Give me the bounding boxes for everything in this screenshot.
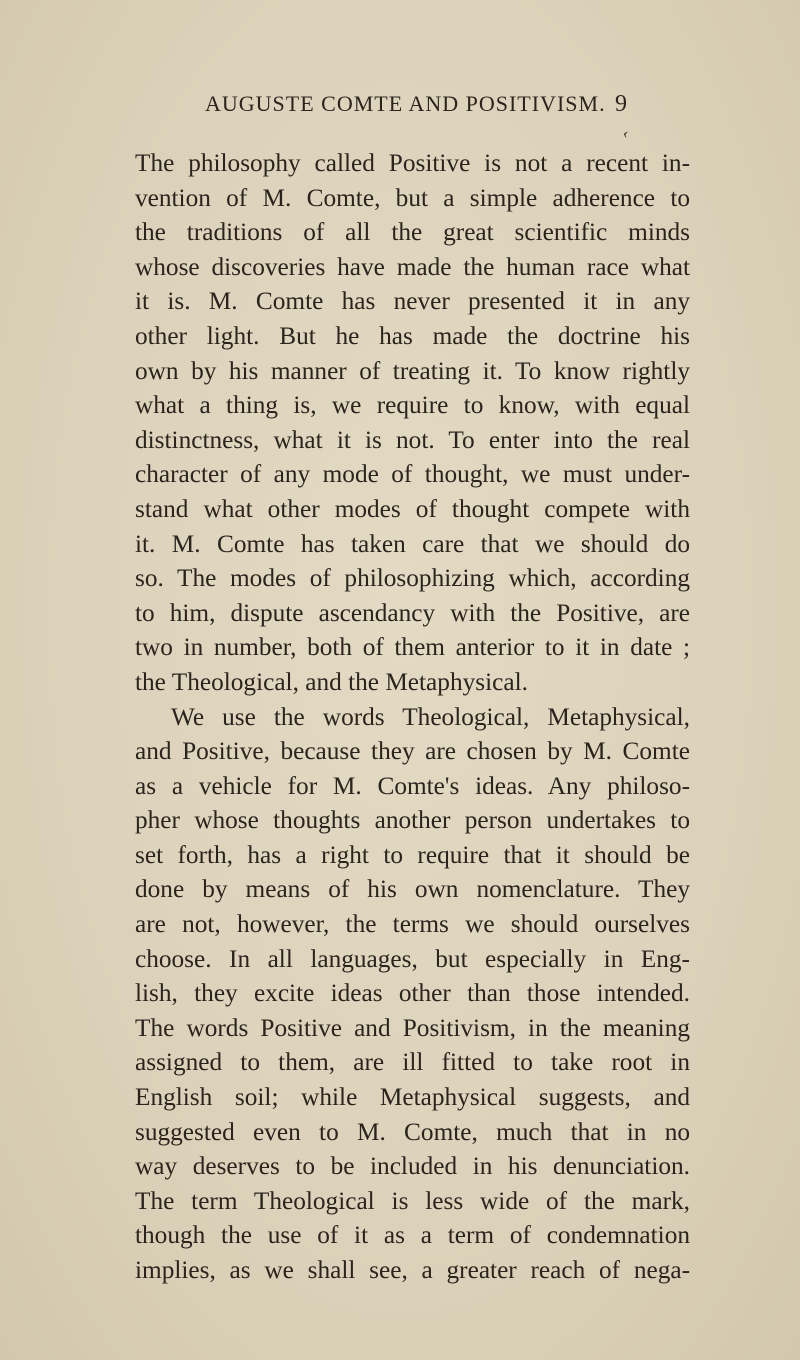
- text-line: though the use of it as a term of condemnation: [135, 1221, 690, 1250]
- text-line: own by his manner of treating it. To know rightly: [135, 356, 690, 385]
- text-line: it is. M. Comte has never presented it in any: [135, 287, 690, 316]
- text-line: pher whose thoughts another person undertakes to: [135, 806, 690, 835]
- page-number: 9: [615, 91, 627, 117]
- text-line: whose discoveries have made the human race what: [135, 252, 690, 281]
- text-line: assigned to them, are ill fitted to take root in: [135, 1048, 690, 1077]
- text-line: other light. But he has made the doctrine his: [135, 321, 690, 350]
- text-line: The term Theological is less wide of the mark,: [135, 1186, 690, 1215]
- text-line: implies, as we shall see, a greater reach of nega-: [135, 1256, 690, 1284]
- text-line: done by means of his own nomenclature. They: [135, 875, 690, 904]
- text-line: The words Positive and Positivism, in the meaning: [135, 1013, 690, 1042]
- text-line: distinctness, what it is not. To enter into the real: [135, 425, 690, 454]
- text-line: two in number, both of them anterior to it in date ;: [135, 633, 690, 662]
- text-line: suggested even to M. Comte, much that in no: [135, 1117, 690, 1146]
- paragraph-start-line: We use the words Theological, Metaphysical,: [171, 702, 690, 731]
- text-line: as a vehicle for M. Comte's ideas. Any philoso-: [135, 771, 690, 800]
- running-title: AUGUSTE COMTE AND POSITIVISM.: [205, 91, 606, 116]
- text-line: lish, they excite ideas other than those intended.: [135, 979, 690, 1008]
- text-line: set forth, has a right to require that it should be: [135, 840, 690, 869]
- text-line: to him, dispute ascendancy with the Positive, are: [135, 598, 690, 627]
- text-line: character of any mode of thought, we must under-: [135, 460, 690, 489]
- text-line: so. The modes of philosophizing which, according: [135, 564, 690, 593]
- text-line: are not, however, the terms we should ourselves: [135, 910, 690, 939]
- running-head: [0, 84, 800, 124]
- text-line: and Positive, because they are chosen by M. Comte: [135, 737, 690, 766]
- text-line: The philosophy called Positive is not a recent in-: [135, 149, 690, 177]
- text-line: way deserves to be included in his denunciation.: [135, 1152, 690, 1181]
- text-line: English soil; while Metaphysical suggests, and: [135, 1083, 690, 1112]
- text-line: the traditions of all the great scientific minds: [135, 218, 690, 247]
- paragraph-end-line: the Theological, and the Metaphysical.: [135, 667, 528, 696]
- printer-mark: ‹: [621, 124, 631, 143]
- text-line: stand what other modes of thought compete with: [135, 494, 690, 523]
- body-text: [135, 146, 690, 1288]
- text-line: choose. In all languages, but especially in Eng-: [135, 944, 690, 973]
- text-line: it. M. Comte has taken care that we should do: [135, 529, 690, 558]
- text-line: what a thing is, we require to know, with equal: [135, 391, 690, 420]
- text-line: vention of M. Comte, but a simple adherence to: [135, 183, 690, 212]
